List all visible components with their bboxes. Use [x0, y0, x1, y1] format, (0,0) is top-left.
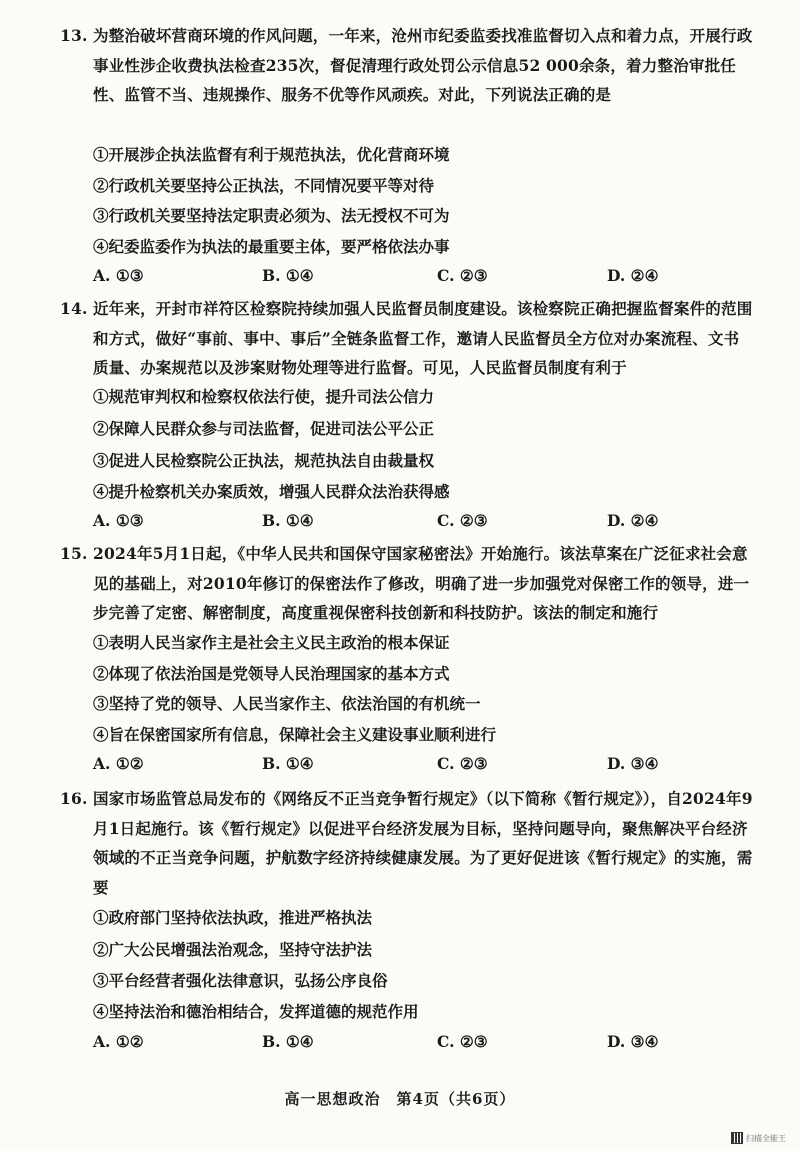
scanner-watermark [731, 1132, 786, 1144]
option-1: ①开展涉企执法监督有利于规范执法，优化营商环境 [93, 145, 450, 164]
option-4: ④坚持法治和德治相结合，发挥道德的规范作用 [93, 1002, 419, 1021]
option-4: ④纪委监委作为执法的最重要主体，要严格依法办事 [93, 237, 450, 256]
choice-d: D. ②④ [607, 266, 659, 285]
watermark-text: 扫描全能王 [746, 1133, 786, 1143]
choice-a: A. ①③ [93, 511, 144, 530]
question-text: 为整治破坏营商环境的作风问题，一年来，沧州市纪委监委找准监督切入点和着力点，开展行政事业性涉企收费执法检查235次，督促清理行政处罚公示信息52 000余条，着力整治审批任性、监管不当、违规操作、服务不优等作风顽疾。对此，下列说法正确的是 [93, 26, 753, 104]
question-stem [60, 784, 753, 902]
option-3: ③行政机关要坚持法定职责必须为、法无授权不可为 [93, 206, 450, 225]
question-stem [60, 539, 753, 628]
choice-d: D. ②④ [607, 511, 659, 530]
option-1: ①政府部门坚持依法执政，推进严格执法 [93, 908, 373, 927]
question-stem [60, 21, 753, 110]
option-4: ④旨在保密国家所有信息，保障社会主义建设事业顺利进行 [93, 725, 497, 744]
qr-code-icon [731, 1132, 743, 1144]
question-text: 2024年5月1日起，《中华人民共和国保守国家秘密法》开始施行。该法草案在广泛征求社会意见的基础上，对2010年修订的保密法作了修改，明确了进一步加强党对保密工作的领导，进一步完善了定密、解密制度，高度重视保密科技创新和科技防护。该法的制定和施行 [93, 544, 750, 622]
option-3: ③促进人民检察院公正执法，规范执法自由裁量权 [93, 451, 435, 470]
choice-b: B. ①④ [262, 1032, 314, 1051]
choice-b: B. ①④ [262, 511, 314, 530]
choice-c: C. ②③ [437, 511, 488, 530]
question-number: 13. [60, 26, 88, 45]
choice-c: C. ②③ [437, 266, 488, 285]
question-number: 14. [60, 299, 88, 318]
question-stem [60, 294, 753, 383]
choice-d: D. ③④ [607, 1032, 659, 1051]
choice-a: A. ①③ [93, 266, 144, 285]
option-1: ①规范审判权和检察权依法行使，提升司法公信力 [93, 387, 435, 406]
page-footer: 高一思想政治 第4页（共6页） [284, 1090, 516, 1108]
choice-a: A. ①② [93, 754, 144, 773]
choice-b: B. ①④ [262, 266, 314, 285]
option-2: ②体现了依法治国是党领导人民治理国家的基本方式 [93, 664, 450, 683]
option-3: ③坚持了党的领导、人民当家作主、依法治国的有机统一 [93, 694, 481, 713]
option-2: ②保障人民群众参与司法监督，促进司法公平公正 [93, 419, 435, 438]
choice-d: D. ③④ [607, 754, 659, 773]
choice-b: B. ①④ [262, 754, 314, 773]
choice-c: C. ②③ [437, 1032, 488, 1051]
choice-c: C. ②③ [437, 754, 488, 773]
question-number: 16. [60, 789, 88, 808]
option-2: ②广大公民增强法治观念，坚持守法护法 [93, 940, 373, 959]
question-number: 15. [60, 544, 88, 563]
option-2: ②行政机关要坚持公正执法，不同情况要平等对待 [93, 176, 435, 195]
question-text: 近年来，开封市祥符区检察院持续加强人民监督员制度建设。该检察院正确把握监督案件的范围和方式，做好“事前、事中、事后”全链条监督工作，邀请人民监督员全方位对办案流程、文书质量、办案规范以及涉案财物处理等进行监督。可见，人民监督员制度有利于 [93, 299, 753, 377]
option-4: ④提升检察机关办案质效，增强人民群众法治获得感 [93, 482, 450, 501]
option-1: ①表明人民当家作主是社会主义民主政治的根本保证 [93, 633, 450, 652]
option-3: ③平台经营者强化法律意识，弘扬公序良俗 [93, 971, 388, 990]
choice-a: A. ①② [93, 1032, 144, 1051]
question-text: 国家市场监管总局发布的《网络反不正当竞争暂行规定》（以下简称《暂行规定》），自2024年9月1日起施行。该《暂行规定》以促进平台经济发展为目标，坚持问题导向，聚焦解决平台经济领域的不正当竞争问题，护航数字经济持续健康发展。为了更好促进该《暂行规定》的实施，需要 [93, 789, 753, 897]
